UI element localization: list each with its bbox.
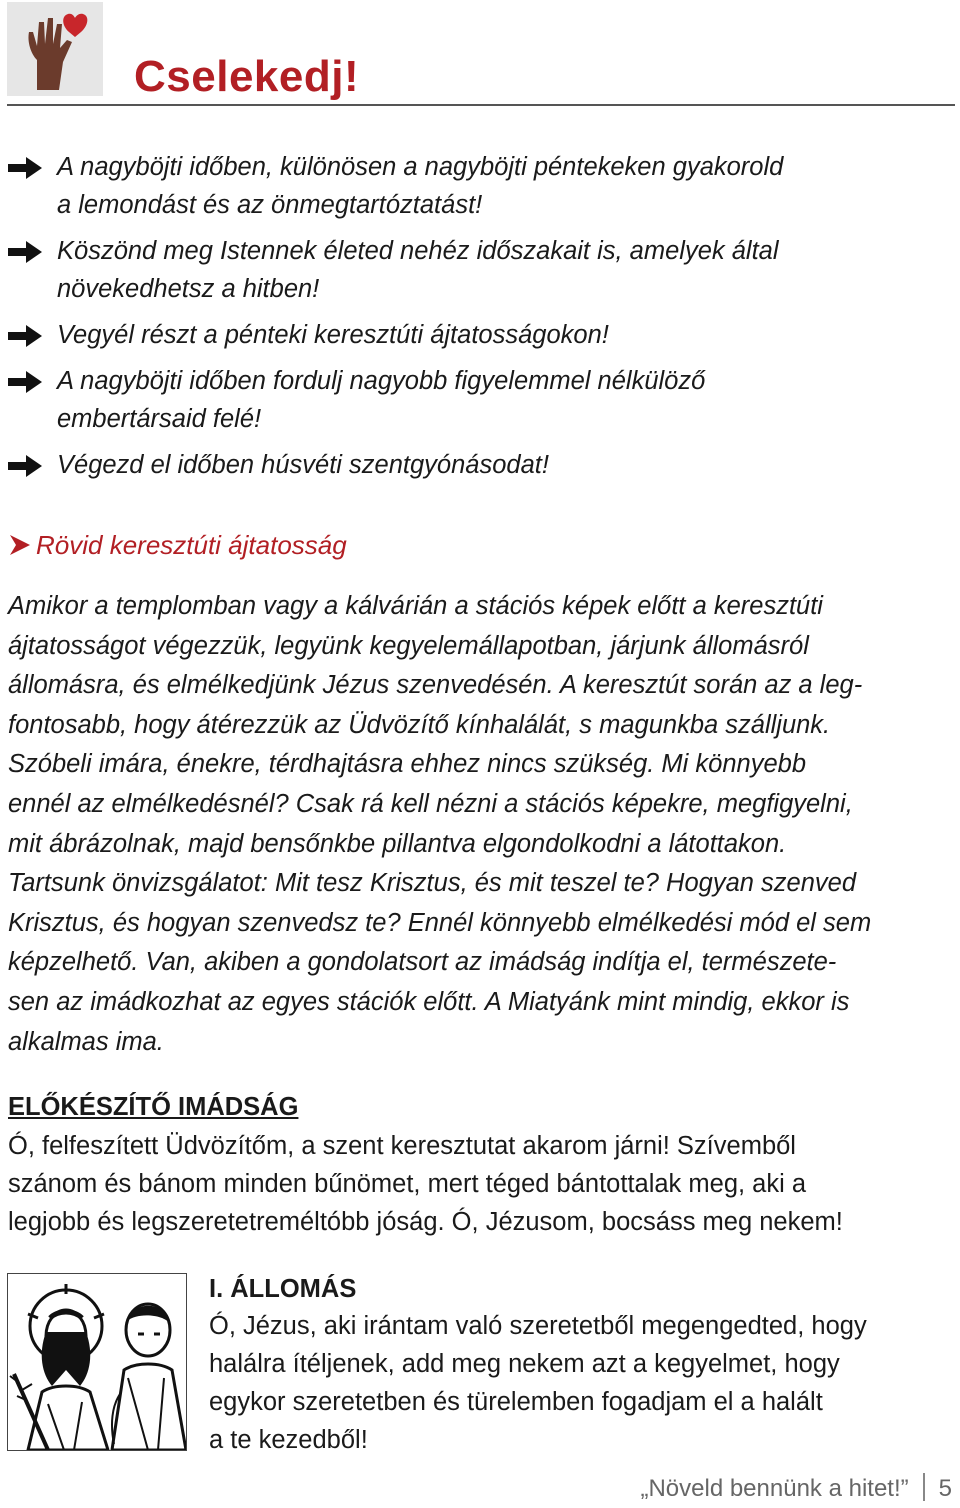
paragraph-line: halálra ítéljenek, add meg nekem azt a kegyelmet, hogy xyxy=(209,1350,840,1378)
arrow-right-icon xyxy=(8,241,42,263)
intro-paragraph xyxy=(8,587,953,1062)
action-list xyxy=(8,148,928,492)
station-heading: I. ÁLLOMÁS xyxy=(209,1275,357,1303)
page-title: Cselekedj! xyxy=(134,52,360,101)
paragraph-line: ájtatosságot végezzük, legyünk kegyelemállapotban, járjunk állomásról xyxy=(8,631,809,660)
list-item xyxy=(8,232,928,308)
footer-separator xyxy=(923,1473,925,1501)
title-divider xyxy=(7,104,955,106)
subheading-text: Rövid keresztúti ájtatosság xyxy=(36,530,347,560)
jesus-condemned-illustration xyxy=(8,1274,186,1450)
arrow-right-icon xyxy=(8,455,42,477)
paragraph-line: sen az imádkozhat az egyes stációk előtt. A Miatyánk mint mindig, ekkor is xyxy=(8,987,850,1016)
list-item-line: Köszönd meg Istennek életed nehéz időszakait is, amelyek által xyxy=(57,237,779,265)
paragraph-line: ennél az elmélkedésnél? Csak rá kell nézni a stációs képekre, megfigyelni, xyxy=(8,789,853,818)
prayer-paragraph xyxy=(8,1127,953,1241)
list-item-line: embertársaid felé! xyxy=(57,405,262,433)
paragraph-line: a te kezedből! xyxy=(209,1426,368,1454)
arrow-right-icon xyxy=(8,157,42,179)
paragraph-line: képzelhető. Van, akiben a gondolatsort az imádság indítja el, természete- xyxy=(8,948,837,977)
arrow-right-icon xyxy=(8,371,42,393)
list-item-line: növekedhetsz a hitben! xyxy=(57,275,320,303)
paragraph-line: Krisztus, és hogyan szenvedsz te? Ennél könnyebb elmélkedési mód el sem xyxy=(8,908,872,937)
paragraph-line: állomásra, és elmélkedjünk Jézus szenvedésén. A keresztút során az a leg- xyxy=(8,671,863,700)
list-item xyxy=(8,446,928,484)
list-item xyxy=(8,362,928,438)
station-illustration xyxy=(7,1273,187,1451)
section-subheading xyxy=(8,526,347,564)
paragraph-line: fontosabb, hogy átérezzük az Üdvözítő kínhalálát, s magunkba szálljunk. xyxy=(8,710,831,739)
paragraph-line: alkalmas ima. xyxy=(8,1027,164,1056)
footer-quote: „Növeld bennünk a hitet!” xyxy=(640,1475,909,1502)
hand-heart-icon xyxy=(7,2,103,96)
paragraph-line: egykor szeretetben és türelemben fogadjam el a halált xyxy=(209,1388,823,1416)
paragraph-line: Ó, Jézus, aki irántam való szeretetből megengedted, hogy xyxy=(209,1312,867,1340)
paragraph-line: Ó, felfeszített Üdvözítőm, a szent keresztutat akarom járni! Szívemből xyxy=(8,1132,796,1160)
prayer-heading: ELŐKÉSZÍTŐ IMÁDSÁG xyxy=(8,1093,299,1121)
list-item-line: Végezd el időben húsvéti szentgyónásodat! xyxy=(57,451,549,479)
paragraph-line: Szóbeli imára, énekre, térdhajtásra ehhez nincs szükség. Mi könnyebb xyxy=(8,750,807,779)
list-item-line: Vegyél részt a pénteki keresztúti ájtatosságokon! xyxy=(57,321,609,349)
arrow-right-icon xyxy=(8,325,42,347)
paragraph-line: szánom és bánom minden bűnömet, mert téged bántottalak meg, aki a xyxy=(8,1170,807,1198)
paragraph-line: mit ábrázolnak, majd bensőnkbe pillantva elgondolkodni a látottakon. xyxy=(8,829,787,858)
page-footer xyxy=(640,1470,952,1508)
paragraph-line: Amikor a templomban vagy a kálvárián a stációs képek előtt a keresztúti xyxy=(8,592,823,620)
paragraph-line: Tartsunk önvizsgálatot: Mit tesz Krisztus, és mit teszel te? Hogyan szenved xyxy=(8,869,857,898)
list-item xyxy=(8,148,928,224)
paragraph-line: legjobb és legszeretetreméltóbb jóság. Ó, Jézusom, bocsáss meg nekem! xyxy=(8,1208,843,1236)
list-item-line: A nagyböjti időben fordulj nagyobb figyelemmel nélkülöző xyxy=(57,367,706,395)
logo xyxy=(7,2,103,96)
station-paragraph xyxy=(209,1307,949,1459)
list-item xyxy=(8,316,928,354)
chevron-right-icon xyxy=(8,535,30,555)
list-item-line: A nagyböjti időben, különösen a nagyböjti péntekeken gyakorold xyxy=(57,153,784,181)
list-item-line: a lemondást és az önmegtartóztatást! xyxy=(57,191,483,219)
page-number: 5 xyxy=(938,1475,952,1502)
